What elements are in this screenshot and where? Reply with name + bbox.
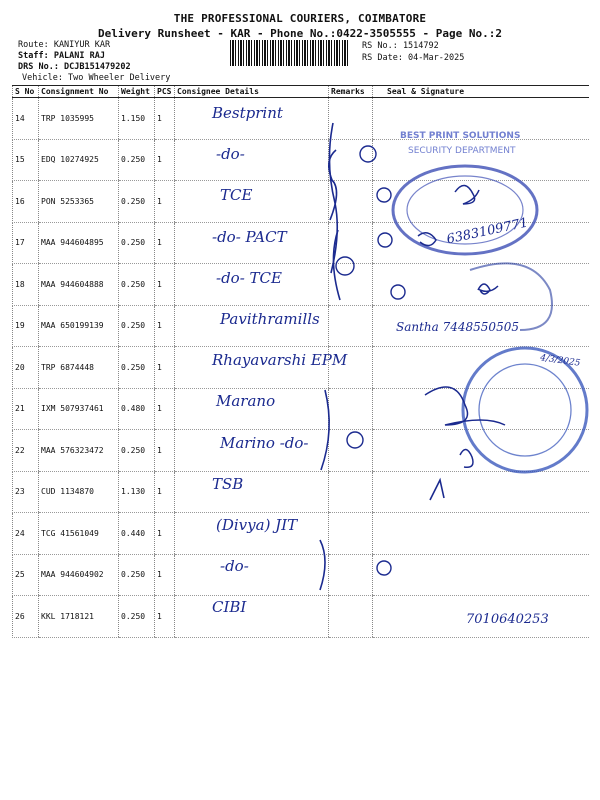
- row-sno: 23: [13, 471, 39, 513]
- row-weight: 0.250: [119, 139, 155, 181]
- row-sno: 17: [13, 222, 39, 264]
- stamp-best-print-line2: SECURITY DEPARTMENT: [408, 146, 516, 156]
- handwritten-consignee-note: CIBI: [212, 598, 247, 617]
- handwritten-consignee-note: Marino -do-: [220, 433, 309, 452]
- row-weight: 0.250: [119, 264, 155, 306]
- rs-date: RS Date: 04-Mar-2025: [362, 53, 465, 63]
- row-weight: 0.250: [119, 430, 155, 472]
- col-seal: Seal & Signature: [373, 86, 589, 98]
- row-pcs: 1: [155, 471, 175, 513]
- row-consignment-no: TCG 41561049: [39, 513, 119, 555]
- col-remarks: Remarks: [329, 86, 373, 98]
- row-weight: 0.250: [119, 554, 155, 596]
- col-pcs: PCS: [155, 86, 175, 98]
- handwritten-consignee-note: Pavithramills: [220, 310, 320, 328]
- col-weight: Weight: [119, 86, 155, 98]
- row-sno: 20: [13, 347, 39, 389]
- row-pcs: 1: [155, 596, 175, 638]
- row-sno: 16: [13, 181, 39, 223]
- vehicle-info: Vehicle: Two Wheeler Delivery: [22, 73, 171, 83]
- row-sno: 14: [13, 98, 39, 140]
- stamp-best-print-line1: BEST PRINT SOLUTIONS: [400, 131, 521, 141]
- row-pcs: 1: [155, 554, 175, 596]
- row-pcs: 1: [155, 222, 175, 264]
- route-info: Route: KANIYUR KAR: [18, 40, 111, 50]
- row-sno: 18: [13, 264, 39, 306]
- row-weight: 0.250: [119, 305, 155, 347]
- handwritten-consignee-note: (Divya) JIT: [216, 516, 298, 534]
- row-pcs: 1: [155, 181, 175, 223]
- row-consignment-no: IXM 507937461: [39, 388, 119, 430]
- staff-info: Staff: PALANI RAJ: [18, 51, 105, 61]
- row-consignment-no: MAA 576323472: [39, 430, 119, 472]
- col-consignment: Consignment No: [39, 86, 119, 98]
- handwritten-consignee-note: TSB: [212, 474, 244, 493]
- row-pcs: 1: [155, 264, 175, 306]
- col-sno: S No: [13, 86, 39, 98]
- handwritten-consignee-note: -do-: [220, 557, 249, 576]
- row-weight: 1.130: [119, 471, 155, 513]
- company-title: THE PROFESSIONAL COURIERS, COIMBATORE: [173, 12, 427, 25]
- row-sno: 21: [13, 388, 39, 430]
- col-consignee: Consignee Details: [175, 86, 329, 98]
- row-weight: 0.250: [119, 222, 155, 264]
- row-sno: 25: [13, 554, 39, 596]
- handwritten-consignee-note: Rhayavarshi EPM: [212, 351, 348, 370]
- row-consignment-no: MAA 650199139: [39, 305, 119, 347]
- row-pcs: 1: [155, 139, 175, 181]
- handwritten-consignee-note: -do-: [216, 145, 245, 164]
- row-sno: 19: [13, 305, 39, 347]
- row-pcs: 1: [155, 388, 175, 430]
- handwritten-signature-19: Santha 7448550505: [396, 320, 519, 334]
- row-sno: 26: [13, 596, 39, 638]
- handwritten-consignee-note: Bestprint: [212, 104, 283, 122]
- row-consignment-no: TRP 6874448: [39, 347, 119, 389]
- row-weight: 0.250: [119, 596, 155, 638]
- row-consignment-no: PON 5253365: [39, 181, 119, 223]
- row-pcs: 1: [155, 305, 175, 347]
- handwritten-phone-2: 7010640253: [466, 612, 549, 627]
- row-weight: 0.480: [119, 388, 155, 430]
- handwritten-consignee-note: Marano: [216, 392, 276, 411]
- row-pcs: 1: [155, 430, 175, 472]
- row-sno: 24: [13, 513, 39, 555]
- handwritten-consignee-note: TCE: [220, 186, 253, 205]
- row-sno: 22: [13, 430, 39, 472]
- runsheet-subtitle: Delivery Runsheet - KAR - Phone No.:0422-3505555 - Page No.:2: [98, 27, 502, 40]
- handwritten-phone-1: 6383109771: [445, 215, 530, 248]
- row-sno: 15: [13, 139, 39, 181]
- row-pcs: 1: [155, 347, 175, 389]
- row-weight: 1.150: [119, 98, 155, 140]
- row-pcs: 1: [155, 513, 175, 555]
- row-weight: 0.440: [119, 513, 155, 555]
- row-consignment-no: EDQ 10274925: [39, 139, 119, 181]
- row-weight: 0.250: [119, 181, 155, 223]
- row-consignment-no: MAA 944604902: [39, 554, 119, 596]
- drs-number: DRS No.: DCJB151479202: [18, 62, 131, 72]
- handwritten-consignee-note: -do- PACT: [212, 227, 287, 246]
- row-pcs: 1: [155, 98, 175, 140]
- rs-number: RS No.: 1514792: [362, 41, 439, 51]
- row-consignment-no: TRP 1035995: [39, 98, 119, 140]
- handwritten-date: 4/3/2025: [539, 353, 581, 369]
- row-consignment-no: CUD 1134870: [39, 471, 119, 513]
- row-consignment-no: KKL 1718121: [39, 596, 119, 638]
- row-consignment-no: MAA 944604895: [39, 222, 119, 264]
- row-weight: 0.250: [119, 347, 155, 389]
- handwritten-consignee-note: -do- TCE: [216, 268, 282, 287]
- row-consignment-no: MAA 944604888: [39, 264, 119, 306]
